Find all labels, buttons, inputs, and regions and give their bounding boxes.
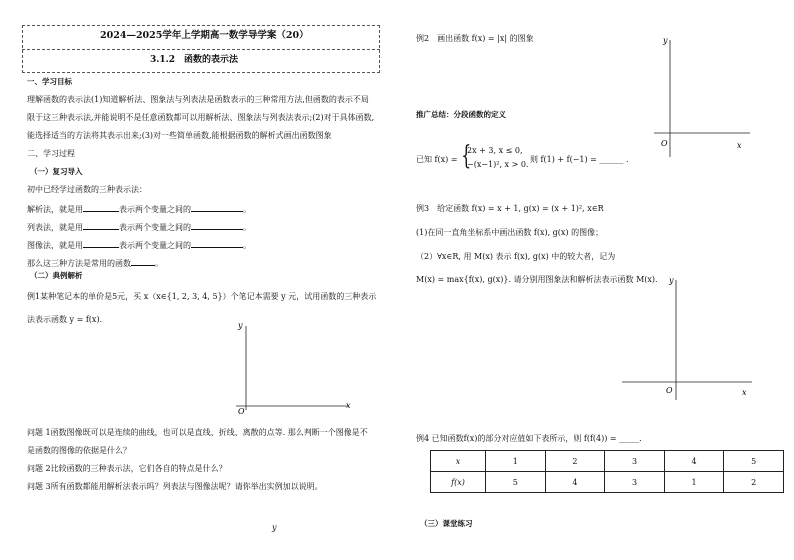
page-title: 2024—2025学年上学期高一数学导学案（20） [100, 30, 309, 41]
example-2-axes [650, 32, 760, 162]
table-cell: 2 [545, 451, 605, 472]
common-text: 那么这三种方法是常用的函数 [27, 259, 131, 268]
analytic-text-a: 解析法，就是用 [27, 205, 83, 214]
example-4-table [430, 450, 784, 493]
axis-origin-label: O [238, 407, 245, 416]
subsection-examples-heading: （二）典例解析 [30, 271, 83, 280]
axis-y-label: y [238, 321, 243, 330]
question-2: 问题 2比较函数的三种表示法，它们各自的特点是什么？ [27, 464, 227, 473]
example-4: 例4 已知函数f(x)的部分对应值如下表所示，则 f(f(4)) = _____. [416, 434, 642, 443]
example-3-axes [618, 272, 758, 402]
table-cell: 1 [486, 451, 546, 472]
axis-x-label: x [742, 388, 747, 397]
piecewise-case-1: 2x + 3, x ≤ 0, [467, 146, 523, 155]
blank [83, 221, 119, 230]
common-methods-question [27, 257, 163, 269]
piecewise-heading: 推广总结：分段函数的定义 [416, 110, 506, 119]
question-3: 问题 3所有函数都能用解析法表示吗？列表法与图像法呢？请你举出实例加以说明。 [27, 482, 323, 491]
table-cell: 5 [486, 472, 546, 493]
common-end: 。 [155, 259, 163, 268]
stray-y-mark: y [272, 523, 277, 532]
list-method-line [27, 221, 251, 233]
list-end: 。 [243, 223, 251, 232]
goals-line-2: 限于这三种表示法,并能说明不是任意函数都可以用解析法、图象法与列表法表示;(2)对于具体函数, [27, 113, 375, 122]
example-1-line-2: 法表示函数 y = f(x)． [27, 315, 108, 324]
blank [191, 203, 243, 212]
table-cell: 4 [664, 451, 724, 472]
axis-y-label: y [669, 276, 674, 285]
example-1-axes [228, 318, 358, 418]
piecewise-case-2: −(x−1)², x > 0. [467, 160, 529, 169]
title-box-divider [22, 49, 380, 50]
table-cell: 4 [545, 472, 605, 493]
table-header-cell: f(x) [431, 472, 486, 493]
graph-text-a: 图像法，就是用 [27, 241, 83, 250]
axis-y-label: y [663, 36, 668, 45]
example-1-line-1: 例1某种笔记本的单价是5元，买 x（x∈{1, 2, 3, 4, 5}）个笔记本需要 y 元，试用函数的三种表示 [27, 292, 377, 301]
blank [131, 257, 155, 266]
table-row [431, 451, 784, 472]
analytic-text-b: 表示两个变量之间的 [119, 205, 191, 214]
example-2: 例2 画出函数 f(x) = |x| 的图象 [416, 34, 534, 43]
subsection-review-heading: （一）复习导入 [30, 167, 83, 176]
axis-origin-label: O [661, 139, 668, 148]
blank [83, 203, 119, 212]
table-cell: 3 [605, 451, 665, 472]
subsection-practice-heading: （三）课堂练习 [420, 519, 473, 528]
example-3-part-3: M(x) = max{f(x), g(x)}. 请分别用图象法和解析法表示函数 M(x). [416, 275, 658, 284]
page-subtitle: 3.1.2 函数的表示法 [150, 55, 239, 65]
table-cell: 5 [724, 451, 784, 472]
graph-end: 。 [243, 241, 251, 250]
blank [83, 239, 119, 248]
example-3-part-2: （2）∀x∈R, 用 M(x) 表示 f(x), g(x) 中的较大者，记为 [416, 252, 616, 261]
axis-origin-label: O [666, 386, 673, 395]
blank [191, 239, 243, 248]
section-goals-heading: 一、学习目标 [27, 77, 72, 86]
list-text-b: 表示两个变量之间的 [119, 223, 191, 232]
goals-line-3: 能选择适当的方法将其表示出来;(3)对一些简单函数,能根据函数的解析式画出函数图象 [27, 131, 332, 140]
review-intro: 初中已经学过函数的三种表示法： [27, 185, 147, 194]
analytic-method-line [27, 203, 251, 215]
graph-text-b: 表示两个变量之间的 [119, 241, 191, 250]
question-1-line-2: 是函数的图像的依据是什么？ [27, 446, 131, 455]
axis-x-label: x [346, 401, 351, 410]
table-cell: 1 [664, 472, 724, 493]
piecewise-brace: { [461, 141, 472, 171]
table-header-cell: x [431, 451, 486, 472]
section-process-heading: 二、学习过程 [27, 149, 75, 158]
question-1-line-1: 问题 1函数图像既可以是连续的曲线，也可以是直线、折线、离散的点等. 那么判断一个图像是不 [27, 428, 368, 437]
list-text-a: 列表法，就是用 [27, 223, 83, 232]
example-3-part-1: (1)在同一直角坐标系中画出函数 f(x), g(x) 的图像； [416, 228, 604, 237]
analytic-end: 。 [243, 205, 251, 214]
table-row [431, 472, 784, 493]
table-cell: 3 [605, 472, 665, 493]
blank [191, 221, 243, 230]
goals-line-1: 理解函数的表示法(1)知道解析法、图象法与列表法是函数表示的三种常用方法,但函数的表示不局 [27, 95, 369, 104]
piecewise-prefix: 已知 f(x) = [416, 155, 458, 164]
piecewise-suffix: 则 f(1) + f(−1) = ______ . [530, 155, 629, 164]
table-cell: 2 [724, 472, 784, 493]
example-3: 例3 给定函数 f(x) = x + 1, g(x) = (x + 1)², x∈R [416, 204, 604, 213]
graph-method-line [27, 239, 251, 251]
axis-x-label: x [737, 141, 742, 150]
